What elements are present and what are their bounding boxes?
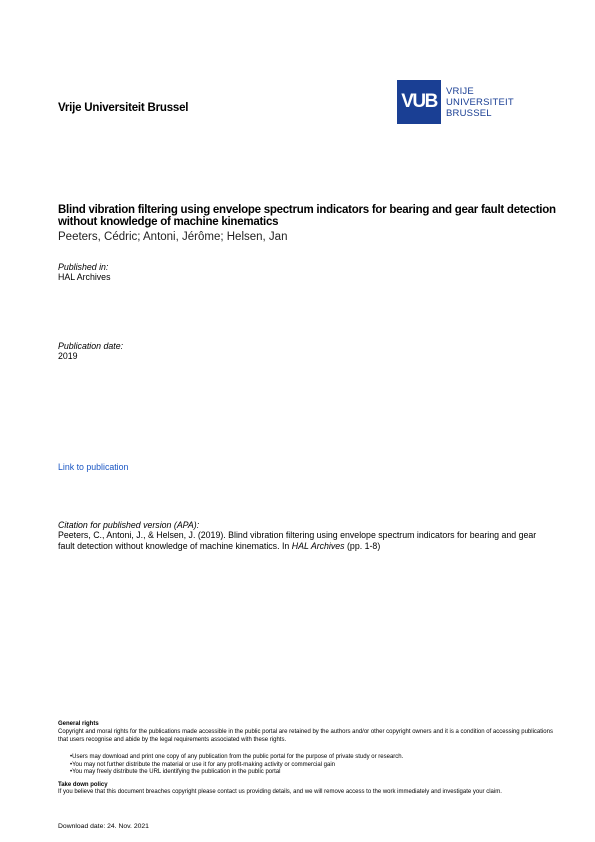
citation-venue: HAL Archives xyxy=(291,540,345,551)
rights-bullet: • You may not further distribute the material or use it for any profit-making activity or commercial gain xyxy=(70,762,403,770)
vub-logo-mark: VUB xyxy=(397,80,441,124)
university-name: Vrije Universiteit Brussel xyxy=(58,102,189,114)
take-down-text: If you believe that this document breaches copyright please contact us providing details, and we will remove access to the work immediately and investigate your claim. xyxy=(58,789,502,795)
citation-body: Peeters, C., Antoni, J., & Helsen, J. (2019). Blind vibration filtering using envelope spectrum indicators for bearing and gear fault detection without knowledge of machine kinematics. In xyxy=(58,530,537,551)
vub-logo-text xyxy=(446,86,514,119)
take-down-heading: Take down policy xyxy=(58,782,108,788)
paper-authors: Peeters, Cédric; Antoni, Jérôme; Helsen, Jan xyxy=(58,231,288,243)
citation-text xyxy=(58,530,538,551)
published-in-value: HAL Archives xyxy=(58,272,111,282)
publication-date-value: 2019 xyxy=(58,351,78,361)
paper-title: Blind vibration filtering using envelope spectrum indicators for bearing and gear fault detection without knowledge of machine kinematics xyxy=(58,204,556,228)
link-to-publication[interactable]: Link to publication xyxy=(58,462,129,472)
general-rights-text: Copyright and moral rights for the publications made accessible in the public portal are retained by the authors and/or other copyright owners and it is a condition of accessing publications that users recognise and abide by the legal requirements associated with these rights. xyxy=(58,729,553,743)
rights-bullet: • Users may download and print one copy of any publication from the public portal for the purpose of private study or research. xyxy=(70,754,403,762)
download-date: Download date: 24. Nov. 2021 xyxy=(58,823,149,830)
general-rights-heading: General rights xyxy=(58,721,99,727)
citation-pages: (pp. 1-8) xyxy=(344,540,381,551)
rights-bullet: • You may freely distribute the URL identifying the publication in the public portal xyxy=(70,769,403,777)
rights-bullet-list xyxy=(70,754,403,777)
publication-date-label: Publication date: xyxy=(58,341,124,351)
vub-logo xyxy=(397,80,514,124)
published-in-label: Published in: xyxy=(58,262,109,272)
logo-line-2: UNIVERSITEIT xyxy=(446,96,514,108)
logo-line-1: VRIJE xyxy=(446,85,474,97)
logo-line-3: BRUSSEL xyxy=(446,107,492,119)
citation-label: Citation for published version (APA): xyxy=(58,520,200,530)
